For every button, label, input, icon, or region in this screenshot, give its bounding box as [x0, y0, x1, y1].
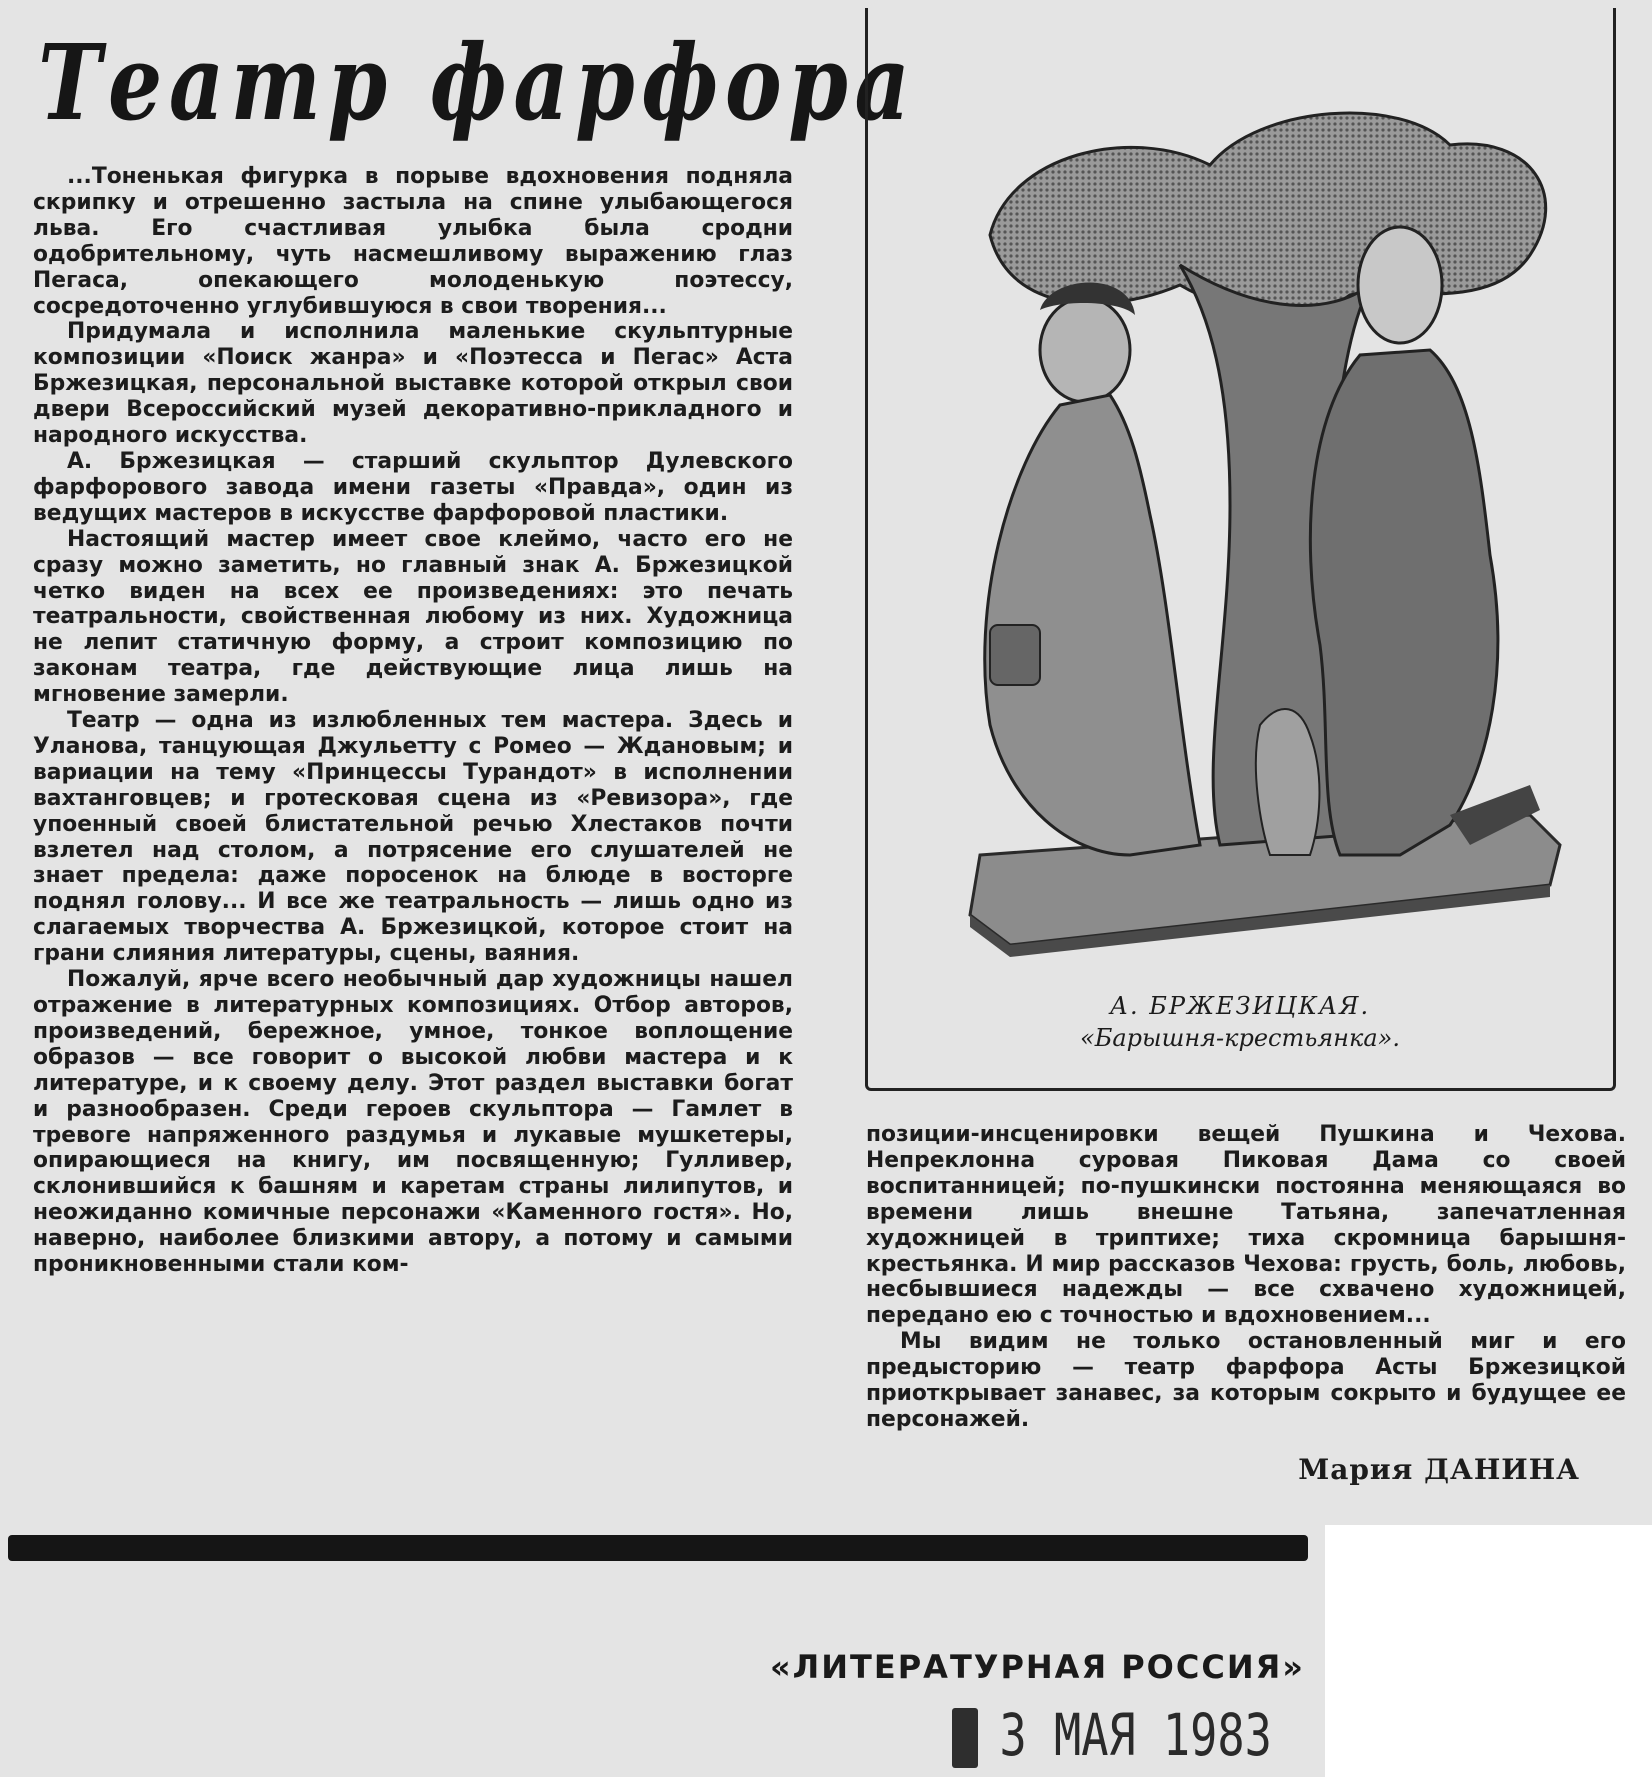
paragraph-2: Придумала и исполнила маленькие скульптурные композиции «Поиск жанра» и «Поэтесса и Пегас» Аста Бржезицкая, персональной выставке которой открыл свои двери Всероссийский музей декоративно-прикладного и народного искусства.: [33, 319, 793, 449]
paragraph-4: Настоящий мастер имеет свое клеймо, часто его не сразу можно заметить, но главный знак А. Бржезицкой четко виден на всех ее произведениях: это печать театральности, свойственная любому из них. Художница не лепит статичную форму, а строит композицию по законам театра, где действующие лица лишь на мгновение замерли.: [33, 526, 793, 708]
article-headline: Театр фарфора: [38, 21, 917, 144]
paragraph-3: А. Бржезицкая — старший скульптор Дулевского фарфорового завода имени газеты «Правда», один из ведущих мастеров в искусстве фарфоровой пластики.: [33, 448, 793, 526]
paragraph-1: ...Тоненькая фигурка в порыве вдохновения подняла скрипку и отрешенно застыла на спине улыбающегося льва. Его счастливая улыбка была сродни одобрительному, чуть насмешливому выражению глаз Пегаса, опекающего молоденькую поэтессу, сосредоточенно углубившуюся в свои творения...: [33, 164, 793, 319]
sculpture-photo: [930, 85, 1590, 955]
date-stamp: [945, 1693, 1272, 1777]
caption-artist: А. БРЖЕЗИЦКАЯ.: [1109, 992, 1371, 1020]
paragraph-8: Мы видим не только остановленный миг и его предысторию — театр фарфора Асты Бржезицкой приоткрывает занавес, за которым сокрыто и будущее ее персонажей.: [866, 1329, 1626, 1432]
photo-caption: [900, 990, 1580, 1054]
publication-name: «ЛИТЕРАТУРНАЯ РОССИЯ»: [770, 1648, 1305, 1686]
paragraph-6: Пожалуй, ярче всего необычный дар художницы нашел отражение в литературных композициях. Отбор авторов, произведений, бережное, умное, тонкое воплощение образов — все говорит о высокой любви мастера и к литературе, и к своему делу. Этот раздел выставки богат и разнообразен. Среди героев скульптора — Гамлет в тревоге напряженного раздумья и лукавые мушкетеры, опирающиеся на книгу, им посвященную; Гулливер, склонившийся к башням и каретам страны лилипутов, и неожиданно комичные персонажи «Каменного гостя». Но, наверно, наиболее близкими автору, а потому и самыми проникновенными стали ком-: [33, 967, 793, 1278]
caption-work-title: «Барышня-крестьянка».: [1080, 1024, 1400, 1052]
article-right-column: [866, 1122, 1626, 1432]
date-stamp-text: 3 МАЯ 1983: [999, 1701, 1272, 1769]
author-byline: Мария ДАНИНА: [1298, 1453, 1580, 1486]
article-left-column: [33, 164, 793, 1534]
paragraph-5: Театр — одна из излюбленных тем мастера. Здесь и Уланова, танцующая Джульетту с Ромео — Ждановым; и вариации на тему «Принцессы Турандот» в исполнении вахтанговцев; и гротесковая сцена из «Ревизора», где упоенный своей блистательной речью Хлестаков почти взлетел над столом, а потрясение его слушателей не знает предела: даже поросенок на блюде в восторге поднял голову... И все же театральность — лишь одно из слагаемых творчества А. Бржезицкой, которое стоит на грани слияния литературы, сцены, ваяния.: [33, 708, 793, 967]
divider-rule: [8, 1535, 1308, 1561]
paragraph-7: позиции-инсценировки вещей Пушкина и Чехова. Непреклонна суровая Пиковая Дама со своей воспитанницей; по-пушкински постоянна меняющаяся во времени лишь внешне Татьяна, запечатленная художницей в триптихе; тиха скромница барышня-крестьянка. И мир рассказов Чехова: грусть, боль, любовь, несбывшиеся надежды — все схвачено художницей, передано ею с точностью и вдохновением...: [866, 1122, 1626, 1329]
